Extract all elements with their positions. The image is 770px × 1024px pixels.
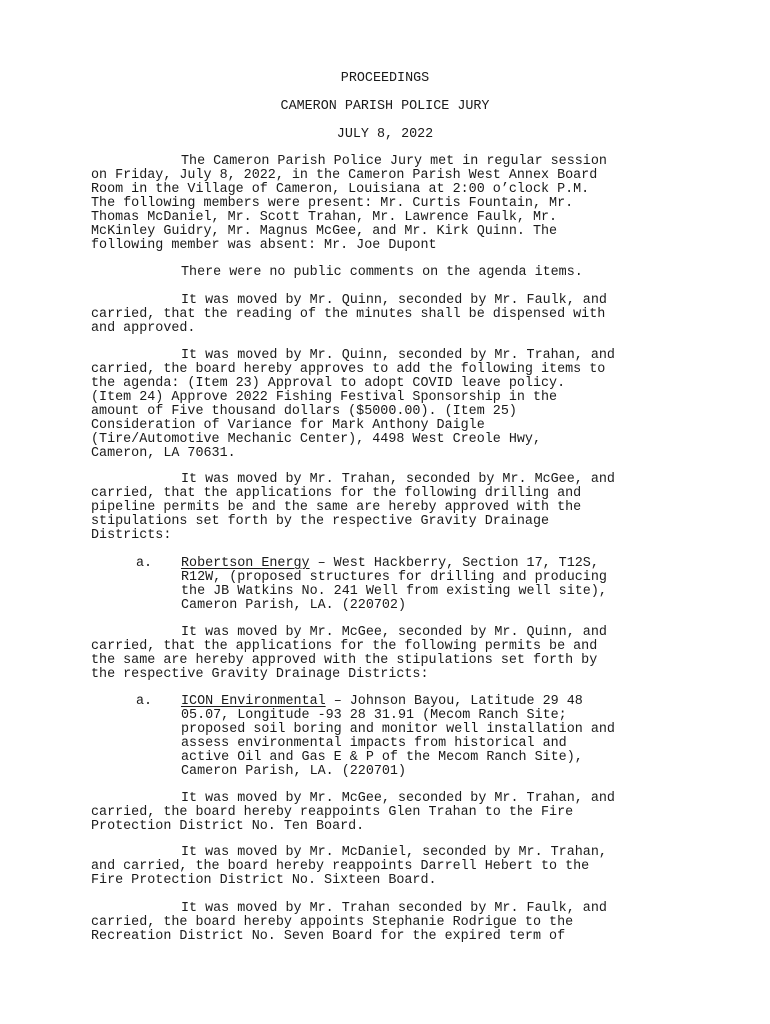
paragraph-line: (Tire/Automotive Mechanic Center), 4498 West Creole Hwy,: [91, 432, 541, 447]
permit-line: proposed soil boring and monitor well installation and: [181, 722, 615, 737]
paragraph-line: McKinley Guidry, Mr. Magnus McGee, and Mr. Kirk Quinn. The: [91, 224, 558, 239]
permit-line: [181, 557, 599, 571]
paragraph-line: following member was absent: Mr. Joe Dupont: [91, 238, 437, 253]
paragraph-line: and carried, the board hereby reappoints Darrell Hebert to the: [91, 859, 590, 874]
paragraph-line: the same are hereby approved with the stipulations set forth by: [91, 653, 598, 668]
permit-line: the JB Watkins No. 241 Well from existing well site),: [181, 584, 607, 599]
paragraph-line: Protection District No. Ten Board.: [91, 819, 365, 834]
paragraph-line: stipulations set forth by the respective Gravity Drainage: [91, 514, 550, 529]
paragraph-line: the agenda: (Item 23) Approval to adopt COVID leave policy.: [91, 376, 566, 391]
paragraph-line: Cameron, LA 70631.: [91, 446, 236, 461]
paragraph-line: It was moved by Mr. Quinn, seconded by Mr. Faulk, and: [181, 293, 607, 308]
paragraph-line: (Item 24) Approve 2022 Fishing Festival Sponsorship in the: [91, 390, 558, 405]
paragraph-line: There were no public comments on the agenda items.: [181, 265, 583, 280]
paragraph-line: Thomas McDaniel, Mr. Scott Trahan, Mr. Lawrence Faulk, Mr.: [91, 210, 558, 225]
paragraph-line: The following members were present: Mr. Curtis Fountain, Mr.: [91, 196, 574, 211]
paragraph-line: Consideration of Variance for Mark Anthony Daigle: [91, 418, 485, 433]
permit-line: Cameron Parish, LA. (220702): [181, 598, 406, 613]
paragraph-line: the respective Gravity Drainage Districts:: [91, 667, 429, 682]
list-marker: a.: [136, 694, 153, 709]
permit-line: assess environmental impacts from historical and: [181, 736, 567, 751]
permit-line: Cameron Parish, LA. (220701): [181, 764, 406, 779]
paragraph-line: Room in the Village of Cameron, Louisiana at 2:00 o’clock P.M.: [91, 182, 590, 197]
document-date: JULY 8, 2022: [336, 127, 434, 142]
paragraph-line: and approved.: [91, 321, 196, 336]
paragraph-line: It was moved by Mr. Trahan, seconded by Mr. McGee, and: [181, 472, 615, 487]
paragraph-line: Recreation District No. Seven Board for the expired term of: [91, 929, 566, 944]
paragraph-line: carried, the board hereby reappoints Glen Trahan to the Fire: [91, 805, 574, 820]
paragraph-line: The Cameron Parish Police Jury met in regular session: [181, 154, 607, 169]
permit-description: – Johnson Bayou, Latitude 29 48: [325, 694, 583, 709]
paragraph-line: carried, the board hereby approves to add the following items to: [91, 362, 606, 377]
permit-line: active Oil and Gas E & P of the Mecom Ranch Site),: [181, 750, 583, 765]
document-title: PROCEEDINGS: [340, 71, 430, 86]
paragraph-line: carried, that the applications for the following drilling and: [91, 486, 582, 501]
paragraph-line: on Friday, July 8, 2022, in the Cameron Parish West Annex Board: [91, 168, 598, 183]
permit-description: – West Hackberry, Section 17, T12S,: [309, 556, 599, 571]
list-marker: a.: [136, 556, 153, 571]
document-subtitle: CAMERON PARISH POLICE JURY: [280, 99, 490, 114]
paragraph-line: It was moved by Mr. McGee, seconded by Mr. Trahan, and: [181, 791, 615, 806]
paragraph-line: It was moved by Mr. Quinn, seconded by Mr. Trahan, and: [181, 348, 615, 363]
permit-applicant-name: Robertson Energy: [181, 556, 310, 571]
paragraph-line: carried, that the reading of the minutes shall be dispensed with: [91, 307, 606, 322]
paragraph-line: It was moved by Mr. Trahan seconded by Mr. Faulk, and: [181, 901, 607, 916]
permit-line: [181, 695, 583, 709]
paragraph-line: Fire Protection District No. Sixteen Board.: [91, 873, 437, 888]
paragraph-line: It was moved by Mr. McGee, seconded by Mr. Quinn, and: [181, 625, 607, 640]
permit-line: 05.07, Longitude -93 28 31.91 (Mecom Ranch Site;: [181, 708, 567, 723]
paragraph-line: amount of Five thousand dollars ($5000.00). (Item 25): [91, 404, 517, 419]
paragraph-line: carried, that the applications for the following permits be and: [91, 639, 598, 654]
paragraph-line: pipeline permits be and the same are hereby approved with the: [91, 500, 582, 515]
permit-applicant-name: ICON Environmental: [181, 694, 326, 709]
paragraph-line: carried, the board hereby appoints Stephanie Rodrigue to the: [91, 915, 574, 930]
paragraph-line: Districts:: [91, 528, 172, 543]
paragraph-line: It was moved by Mr. McDaniel, seconded by Mr. Trahan,: [181, 845, 607, 860]
permit-line: R12W, (proposed structures for drilling and producing: [181, 570, 607, 585]
